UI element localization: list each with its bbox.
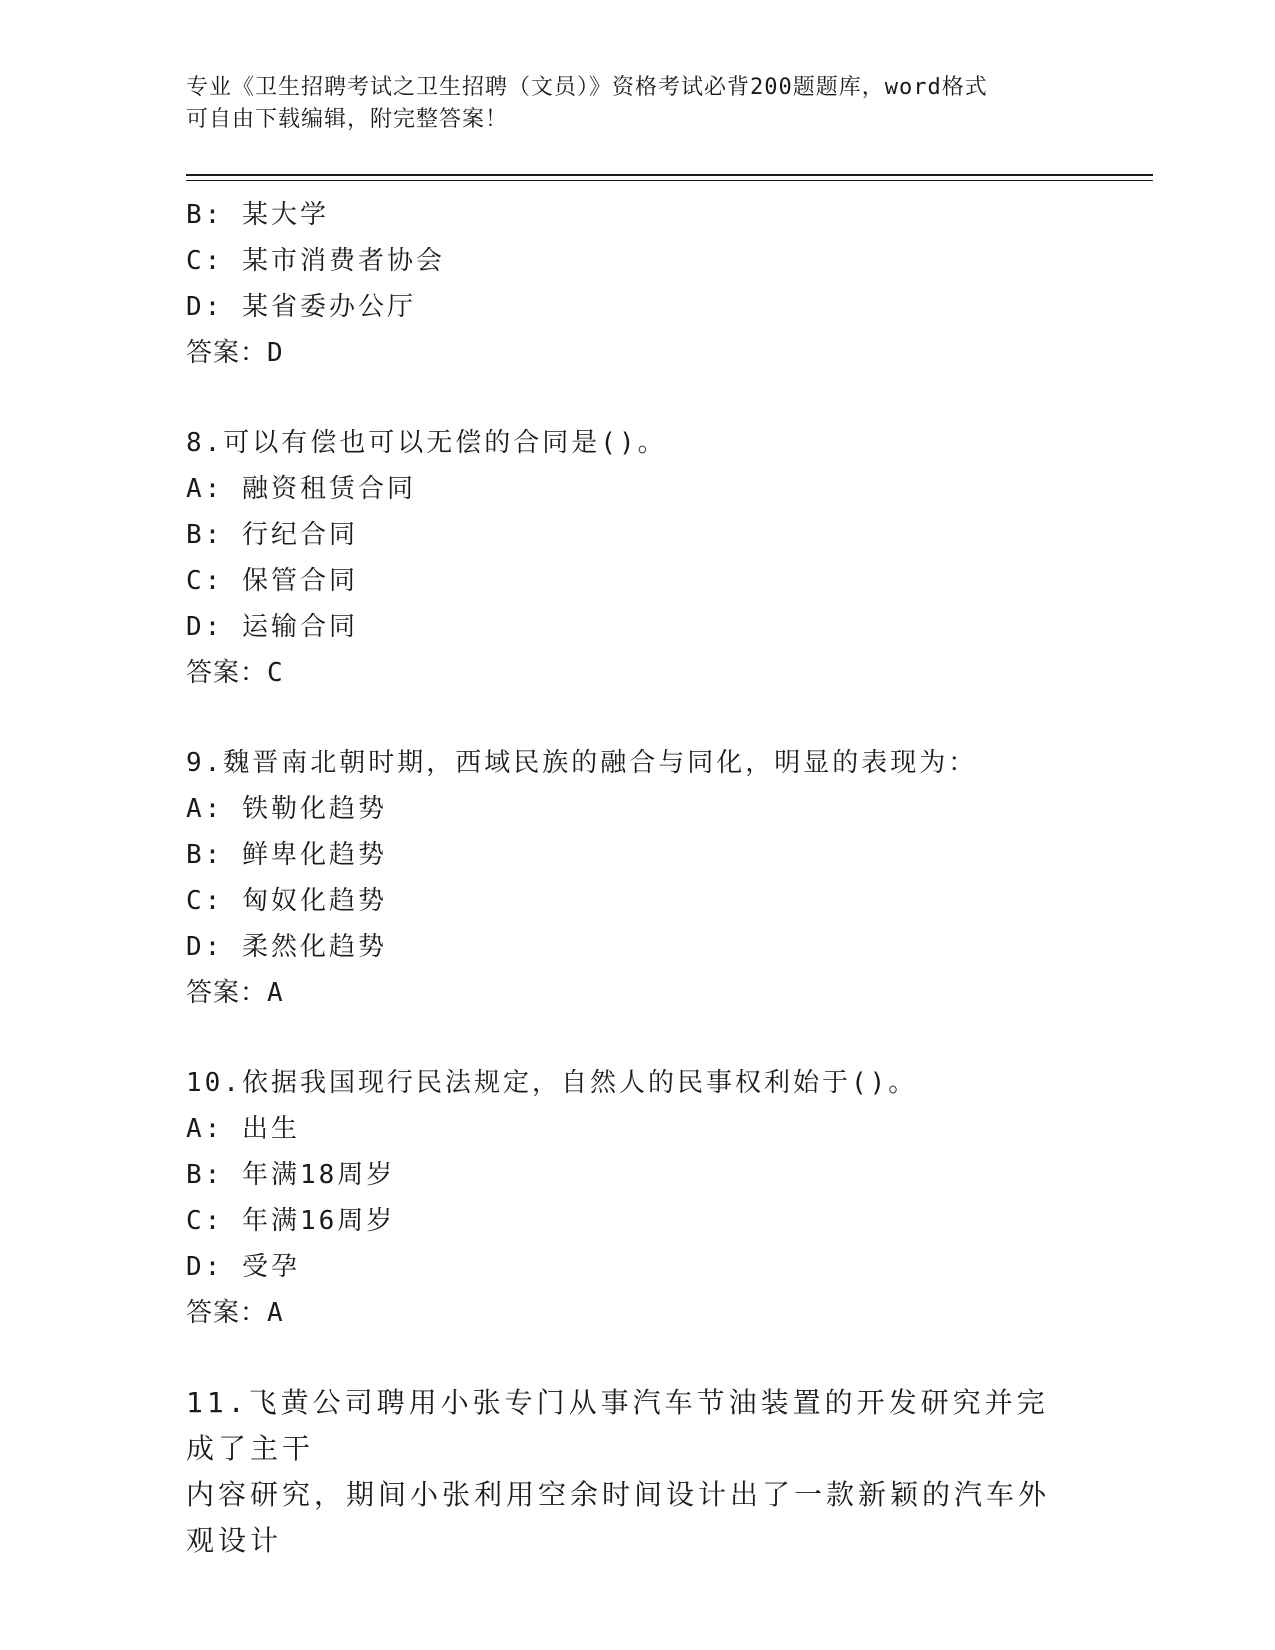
option-key: D: — [186, 932, 224, 962]
option-text: 某大学 — [241, 200, 329, 230]
option-text: 柔然化趋势 — [241, 932, 387, 962]
answer-line — [186, 970, 1086, 1016]
question-stem: 8.可以有偿也可以无偿的合同是()。 — [186, 428, 667, 458]
option-d — [186, 604, 1086, 650]
option-c — [186, 238, 1086, 284]
question-7-continuation — [186, 192, 1086, 376]
question-stem-line2: 内容研究，期间小张利用空余时间设计出了一款新颖的汽车外观设计 — [186, 1478, 1051, 1557]
question-9 — [186, 740, 1086, 1016]
header-title-line2: 可自由下载编辑，附完整答案！ — [186, 107, 509, 132]
option-text: 匈奴化趋势 — [241, 886, 387, 916]
question-10 — [186, 1060, 1086, 1336]
option-key: C: — [186, 246, 224, 276]
answer-line — [186, 1290, 1086, 1336]
option-text: 受孕 — [241, 1252, 300, 1282]
answer-label: 答案： — [186, 1298, 268, 1328]
question-stem-line1: 11.飞黄公司聘用小张专门从事汽车节油装置的开发研究并完成了主干 — [186, 1386, 1049, 1465]
option-key: C: — [186, 886, 224, 916]
spacer — [186, 376, 1086, 420]
document-body — [186, 192, 1086, 1564]
document-header — [186, 72, 1066, 136]
option-text: 铁勒化趋势 — [241, 794, 387, 824]
question-11 — [186, 1380, 1066, 1564]
option-b — [186, 192, 1086, 238]
option-c — [186, 878, 1086, 924]
option-b — [186, 832, 1086, 878]
option-text: 某市消费者协会 — [241, 246, 445, 276]
answer-value: A — [267, 1298, 284, 1328]
option-text: 年满18周岁 — [241, 1160, 396, 1190]
answer-label: 答案： — [186, 338, 268, 368]
option-text: 出生 — [241, 1114, 300, 1144]
answer-value: C — [267, 658, 284, 688]
spacer — [186, 1336, 1086, 1380]
answer-label: 答案： — [186, 978, 268, 1008]
header-divider-thick — [186, 174, 1153, 176]
option-key: C: — [186, 566, 224, 596]
option-key: B: — [186, 1160, 224, 1190]
option-text: 行纪合同 — [241, 520, 358, 550]
option-d — [186, 1244, 1086, 1290]
option-key: B: — [186, 520, 224, 550]
option-c — [186, 1198, 1086, 1244]
option-key: C: — [186, 1206, 224, 1236]
option-c — [186, 558, 1086, 604]
option-key: A: — [186, 474, 224, 504]
question-8 — [186, 420, 1086, 696]
option-a — [186, 786, 1086, 832]
option-key: D: — [186, 612, 224, 642]
answer-value: A — [267, 978, 284, 1008]
option-text: 某省委办公厅 — [241, 292, 416, 322]
option-b — [186, 512, 1086, 558]
option-key: A: — [186, 1114, 224, 1144]
option-text: 鲜卑化趋势 — [241, 840, 387, 870]
answer-value: D — [267, 338, 284, 368]
header-title-line1: 专业《卫生招聘考试之卫生招聘（文员）》资格考试必背200题题库，word格式 — [186, 75, 988, 100]
option-key: A: — [186, 794, 224, 824]
header-divider-thin — [186, 180, 1153, 181]
option-b — [186, 1152, 1086, 1198]
option-a — [186, 466, 1086, 512]
option-d — [186, 924, 1086, 970]
option-d — [186, 284, 1086, 330]
spacer — [186, 1016, 1086, 1060]
option-text: 运输合同 — [241, 612, 358, 642]
answer-label: 答案： — [186, 658, 268, 688]
option-text: 融资租赁合同 — [241, 474, 416, 504]
option-key: B: — [186, 200, 224, 230]
option-key: D: — [186, 292, 224, 322]
option-key: D: — [186, 1252, 224, 1282]
option-a — [186, 1106, 1086, 1152]
question-stem: 10.依据我国现行民法规定，自然人的民事权利始于()。 — [186, 1068, 918, 1098]
question-stem: 9.魏晋南北朝时期，西域民族的融合与同化，明显的表现为： — [186, 748, 978, 778]
answer-line — [186, 330, 1086, 376]
option-text: 年满16周岁 — [241, 1206, 396, 1236]
option-key: B: — [186, 840, 224, 870]
answer-line — [186, 650, 1086, 696]
spacer — [186, 696, 1086, 740]
option-text: 保管合同 — [241, 566, 358, 596]
